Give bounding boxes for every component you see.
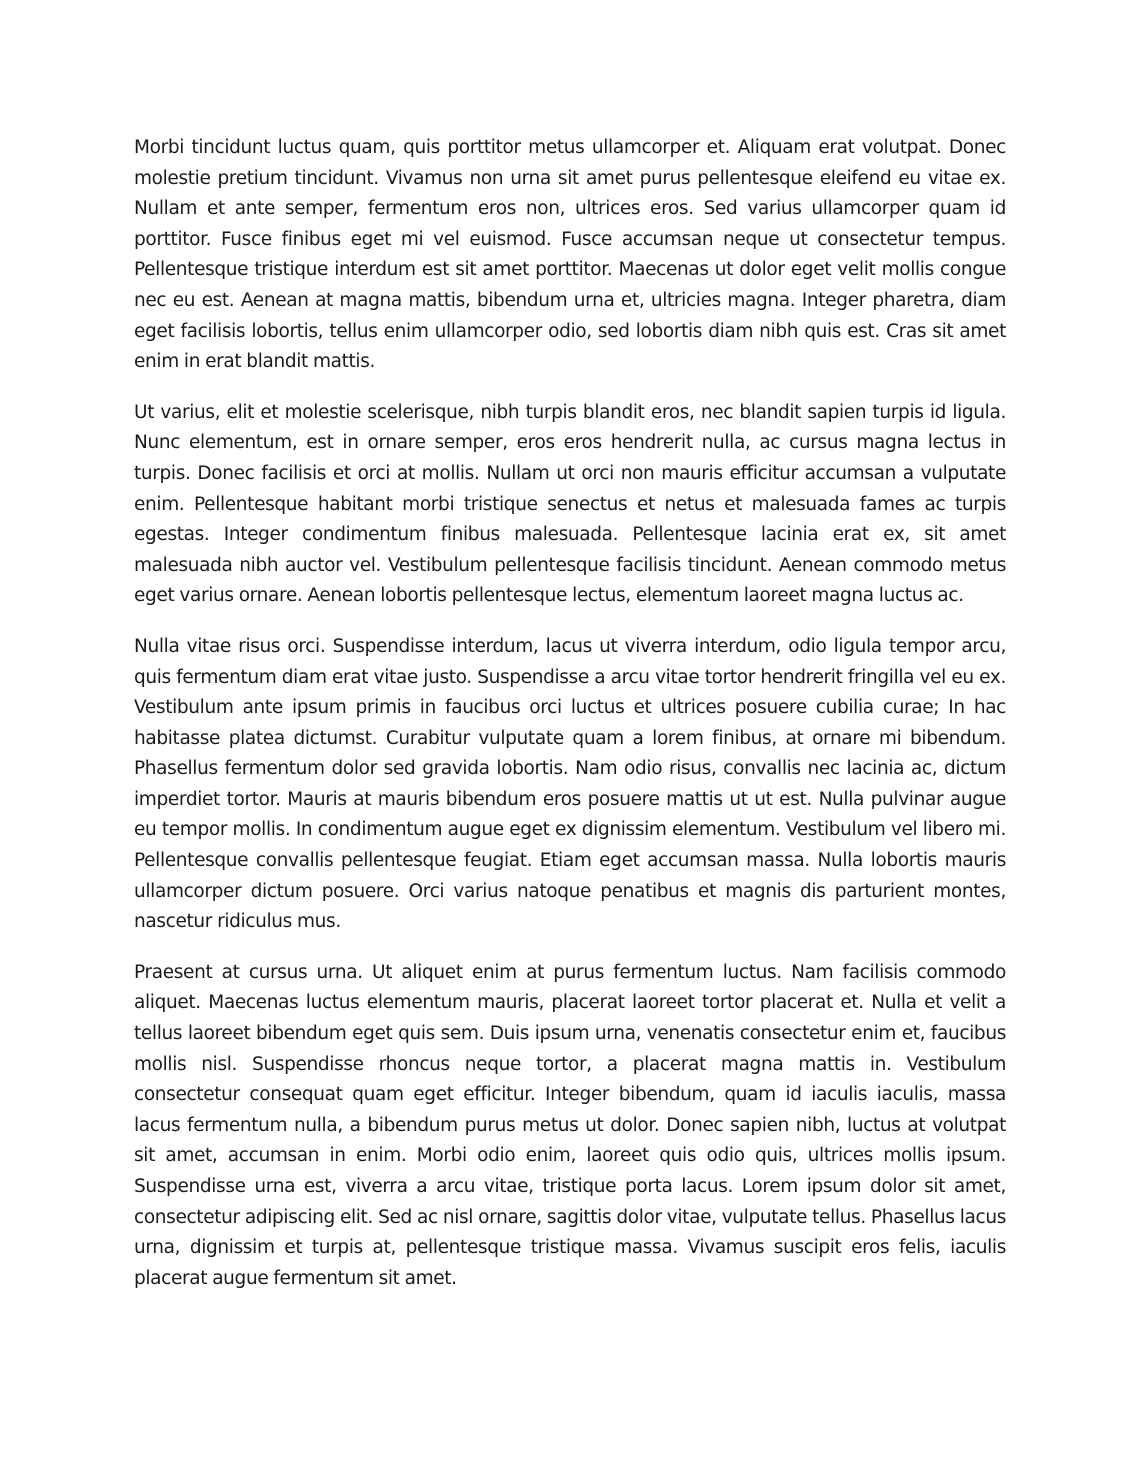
paragraph-1: Morbi tincidunt luctus quam, quis porttitor metus ullamcorper et. Aliquam erat volutpat. Donec molestie pretium tincidunt. Vivamus non urna sit amet purus pellentesque eleifend eu vitae ex. Nullam et ante semper, fermentum eros non, ultrices eros. Sed varius ullamcorper quam id porttitor. Fusce finibus eget mi vel euismod. Fusce accumsan neque ut consectetur tempus. Pellentesque tristique interdum est sit amet porttitor. Maecenas ut dolor eget velit mollis congue nec eu est. Aenean at magna mattis, bibendum urna et, ultricies magna. Integer pharetra, diam eget facilisis lobortis, tellus enim ullamcorper odio, sed lobortis diam nibh quis est. Cras sit amet enim in erat blandit mattis. xyxy=(134,137,1006,373)
document-page xyxy=(134,133,1006,1314)
paragraph-3: Nulla vitae risus orci. Suspendisse interdum, lacus ut viverra interdum, odio ligula tempor arcu, quis fermentum diam erat vitae justo. Suspendisse a arcu vitae tortor hendrerit fringilla vel eu ex. Vestibulum ante ipsum primis in faucibus orci luctus et ultrices posuere cubilia curae; In hac habitasse platea dictumst. Curabitur vulputate quam a lorem finibus, at ornare mi bibendum. Phasellus fermentum dolor sed gravida lobortis. Nam odio risus, convallis nec lacinia ac, dictum imperdiet tortor. Mauris at mauris bibendum eros posuere mattis ut ut est. Nulla pulvinar augue eu tempor mollis. In condimentum augue eget ex dignissim elementum. Vestibulum vel libero mi. Pellentesque convallis pellentesque feugiat. Etiam eget accumsan massa. Nulla lobortis mauris ullamcorper dictum posuere. Orci varius natoque penatibus et magnis dis parturient montes, nascetur ridiculus mus. xyxy=(134,635,1006,933)
paragraph-2: Ut varius, elit et molestie scelerisque, nibh turpis blandit eros, nec blandit sapien turpis id ligula. Nunc elementum, est in ornare semper, eros eros hendrerit nulla, ac cursus magna lectus in turpis. Donec facilisis et orci at mollis. Nullam ut orci non mauris efficitur accumsan a vulputate enim. Pellentesque habitant morbi tristique senectus et netus et malesuada fames ac turpis egestas. Integer condimentum finibus malesuada. Pellentesque lacinia erat ex, sit amet malesuada nibh auctor vel. Vestibulum pellentesque facilisis tincidunt. Aenean commodo metus eget varius ornare. Aenean lobortis pellentesque lectus, elementum laoreet magna luctus ac. xyxy=(134,401,1006,607)
paragraph-4: Praesent at cursus urna. Ut aliquet enim at purus fermentum luctus. Nam facilisis commodo aliquet. Maecenas luctus elementum mauris, placerat laoreet tortor placerat et. Nulla et velit a tellus laoreet bibendum eget quis sem. Duis ipsum urna, venenatis consectetur enim et, faucibus mollis nisl. Suspendisse rhoncus neque tortor, a placerat magna mattis in. Vestibulum consectetur consequat quam eget efficitur. Integer bibendum, quam id iaculis iaculis, massa lacus fermentum nulla, a bibendum purus metus ut dolor. Donec sapien nibh, luctus at volutpat sit amet, accumsan in enim. Morbi odio enim, laoreet quis odio quis, ultrices mollis ipsum. Suspendisse urna est, viverra a arcu vitae, tristique porta lacus. Lorem ipsum dolor sit amet, consectetur adipiscing elit. Sed ac nisl ornare, sagittis dolor vitae, vulputate tellus. Phasellus lacus urna, dignissim et turpis at, pellentesque tristique massa. Vivamus suscipit eros felis, iaculis placerat augue fermentum sit amet. xyxy=(134,961,1006,1289)
